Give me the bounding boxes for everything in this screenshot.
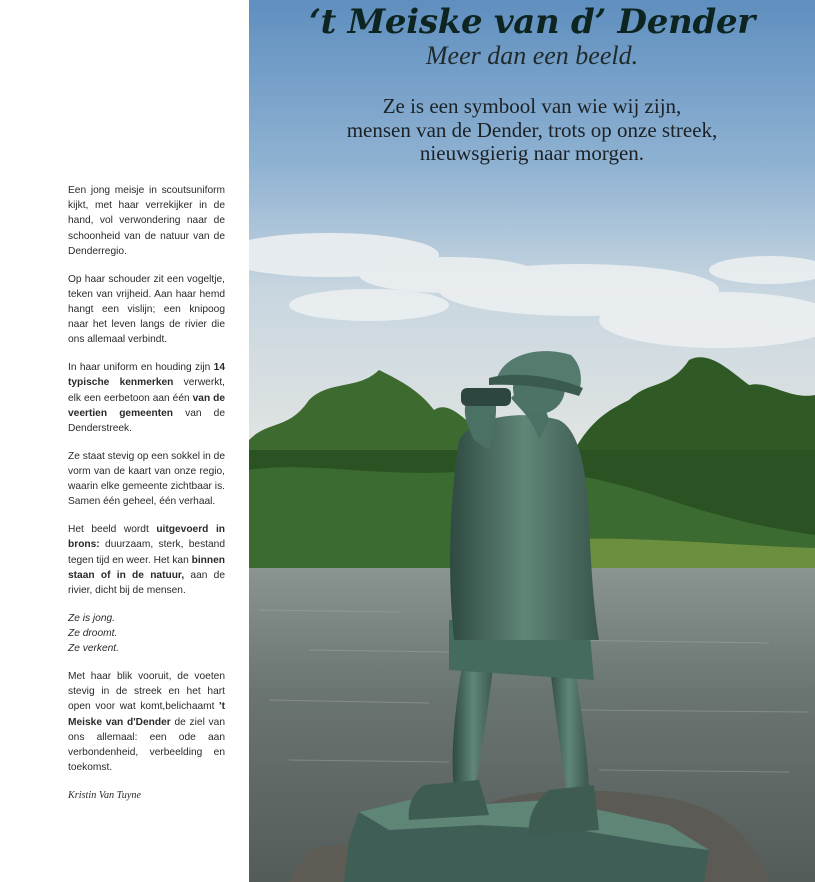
text-run: Met haar blik vooruit, de voeten stevig in de streek en het hart open voor wat komt,belichaamt [68, 671, 225, 713]
signature: Kristin Van Tuyne [68, 790, 142, 802]
intro-line: nieuwsgierig naar morgen. [419, 141, 645, 165]
bold-run: uitgevoerd in brons: [68, 524, 225, 551]
page-subtitle: Meer dan een beeld. [425, 41, 639, 70]
short-line: Ze verkent. [68, 643, 119, 655]
bold-run: 't Meiske van d'Dender [68, 701, 225, 728]
intro-text [249, 95, 815, 166]
paragraph-bird: Op haar schouder zit een vogeltje, teken van vrijheid. Aan haar hemd hangt een vislijn; een knipoog naar het leven langs de rivier die ons allemaal verbindt. [68, 273, 225, 346]
text-run: van de Denderstreek. [68, 407, 225, 435]
text-run: aan de rivier, dicht bij de mensen. [68, 569, 225, 597]
bold-run: 14 typische kenmerken [68, 362, 225, 389]
paragraph-intro: Een jong meisje in scoutsuniform kijkt, met haar verrekijker in de hand, vol verwondering naar de schoonheid van de natuur van de Denderregio. [68, 185, 225, 257]
text-column [0, 0, 249, 882]
paragraph-features [68, 360, 225, 436]
short-lines [68, 611, 225, 657]
paragraph-pedestal: Ze staat stevig op een sokkel in de vorm van de kaart van onze regio, waarin elke gemeente zichtbaar is. Samen één geheel, één verhaal. [68, 450, 225, 508]
paragraph-bronze [68, 522, 225, 598]
page-header [249, 0, 815, 166]
bold-run: binnen staan of in de natuur, [68, 554, 225, 581]
paragraph-closing [68, 669, 225, 775]
text-run: Het beeld wordt [68, 524, 157, 536]
page-title: ‘t Meiske van d’ Dender [309, 2, 755, 42]
article-body [68, 183, 225, 816]
text-run: In haar uniform en houding zijn [68, 362, 214, 374]
text-run: de ziel van ons allemaal: een ode aan verbondenheid, verbeelding en toekomst. [68, 716, 225, 774]
intro-line: Ze is een symbool van wie wij zijn, [382, 94, 682, 118]
text-run: duurzaam, sterk, bestand tegen tijd en weer. Het kan [68, 539, 225, 566]
text-run: verwerkt, elk een eerbetoon aan één [68, 377, 225, 404]
short-line: Ze droomt. [68, 628, 118, 640]
short-line: Ze is jong. [68, 612, 115, 624]
bold-run: van de veertien gemeenten [68, 392, 225, 419]
intro-line: mensen van de Dender, trots op onze streek, [346, 117, 718, 142]
